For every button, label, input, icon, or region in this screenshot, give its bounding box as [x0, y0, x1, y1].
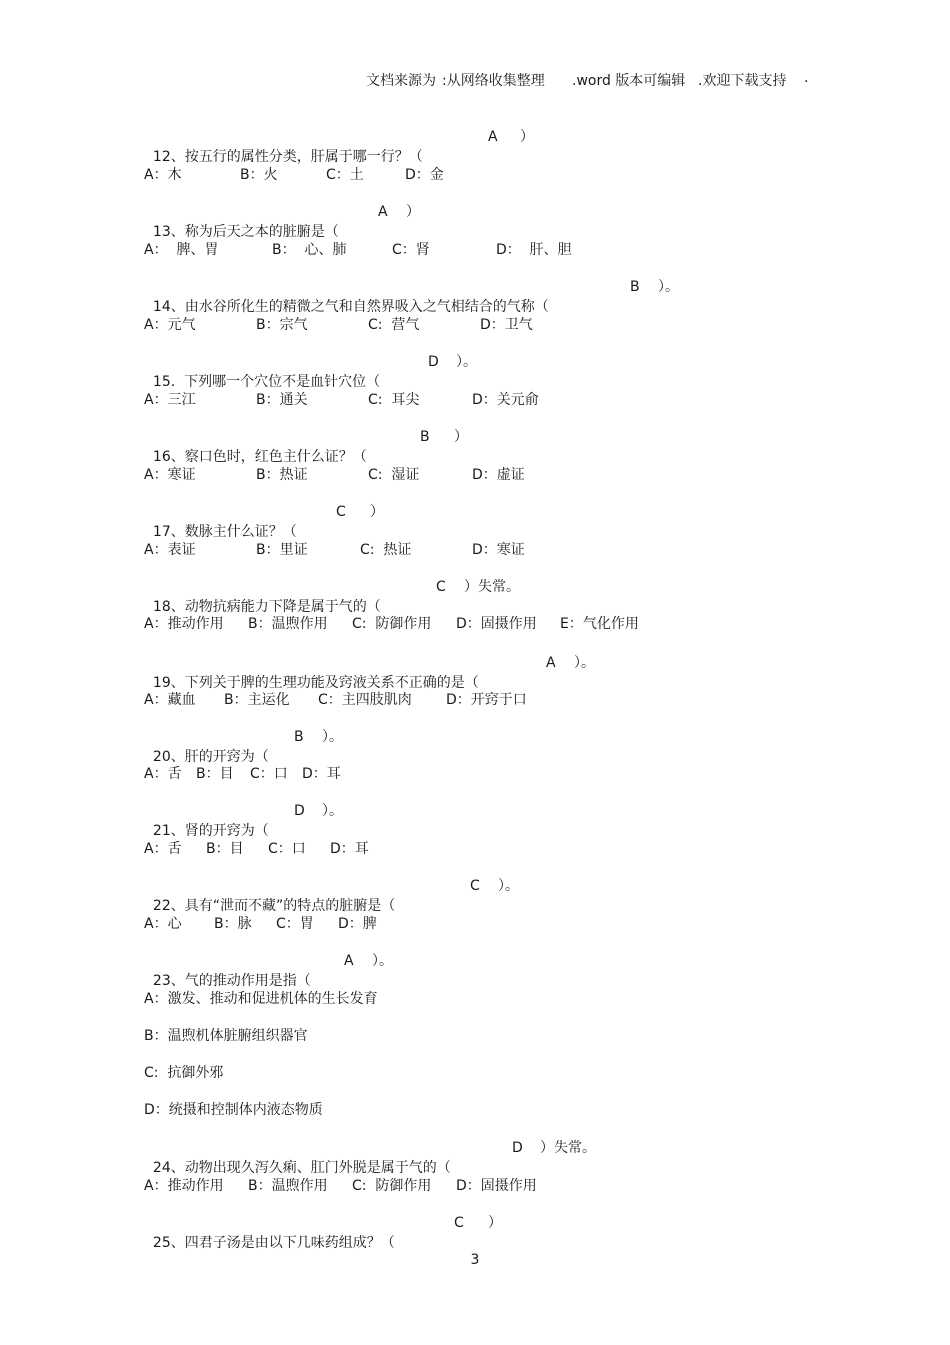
option: D：固摄作用	[456, 616, 537, 632]
option: B：通关	[256, 392, 308, 408]
question-answer: B	[294, 729, 304, 745]
question-19	[144, 653, 595, 691]
option: C：肾	[392, 242, 430, 258]
question-answer: A	[378, 204, 388, 220]
options-15	[144, 390, 539, 410]
option: D：开窍于口	[446, 692, 527, 708]
option: D：脾	[338, 916, 377, 932]
header-editable: .word 版本可编辑	[572, 73, 686, 89]
header-collected: :从网络收集整理	[442, 73, 545, 89]
question-close: ）。	[322, 803, 343, 819]
question-25	[144, 1213, 502, 1251]
header-download: .欢迎下载支持	[698, 73, 787, 89]
question-answer: C	[336, 504, 346, 520]
question-close: ）。	[658, 279, 679, 295]
option: C：胃	[276, 916, 314, 932]
question-answer: C	[470, 878, 480, 894]
option: C: 湿证	[368, 467, 420, 483]
page-header	[0, 70, 950, 92]
option: A：舌	[144, 766, 182, 782]
question-stem: 12、按五行的属性分类，肝属于哪一行？（	[152, 149, 423, 165]
question-stem: 13、称为后天之本的脏腑是（	[152, 224, 339, 240]
options-17	[144, 540, 525, 560]
options-21	[144, 839, 369, 859]
question-stem: 18、动物抗病能力下降是属于气的（	[152, 599, 381, 615]
option-23-c: C: 抗御外邪	[144, 1065, 224, 1081]
question-stem: 15. 下列哪一个穴位不是血针穴位（	[152, 374, 381, 390]
question-13	[144, 202, 420, 240]
option: B：温煦作用	[248, 616, 328, 632]
question-20	[144, 727, 343, 765]
question-stem: 19、下列关于脾的生理功能及窍液关系不正确的是（	[152, 675, 479, 691]
question-close: ）	[488, 1215, 502, 1231]
option: C: 营气	[368, 317, 420, 333]
option: C：口	[268, 841, 306, 857]
question-18	[144, 577, 520, 615]
option: C: 防御作用	[352, 616, 432, 632]
option: B：温煦作用	[248, 1178, 328, 1194]
option-23-d: D：统摄和控制体内液态物质	[144, 1102, 323, 1118]
question-answer: A	[488, 129, 498, 145]
question-14	[144, 277, 679, 315]
option: D：卫气	[480, 317, 533, 333]
question-answer: D	[512, 1140, 523, 1156]
question-close: ）。	[456, 354, 477, 370]
question-23	[144, 951, 393, 989]
option: B：热证	[256, 467, 308, 483]
option: A：木	[144, 167, 182, 183]
option: A：推动作用	[144, 1178, 224, 1194]
question-12	[144, 127, 534, 165]
option: A：元气	[144, 317, 196, 333]
option: C: 防御作用	[352, 1178, 432, 1194]
question-close: ）	[454, 429, 468, 445]
question-stem: 24、动物出现久泻久痢、肛门外脱是属于气的（	[152, 1160, 451, 1176]
option: C：主四肢肌肉	[318, 692, 412, 708]
option: A：舌	[144, 841, 182, 857]
option: D：金	[405, 167, 444, 183]
option: B：里证	[256, 542, 308, 558]
question-close: ）。	[322, 729, 343, 745]
question-answer: C	[436, 579, 446, 595]
option: D：关元俞	[472, 392, 539, 408]
options-12	[144, 165, 444, 185]
header-source: 文档来源为	[366, 73, 436, 89]
question-close: ）。	[574, 655, 595, 671]
question-24	[144, 1138, 596, 1176]
option: B：目	[196, 766, 234, 782]
option: B：主运化	[224, 692, 290, 708]
option: B：目	[206, 841, 244, 857]
question-16	[144, 427, 468, 465]
option: C: 热证	[360, 542, 412, 558]
question-answer: B	[420, 429, 430, 445]
question-answer: C	[454, 1215, 464, 1231]
options-20	[144, 764, 341, 784]
options-22	[144, 914, 377, 934]
option: D：固摄作用	[456, 1178, 537, 1194]
option: A：三江	[144, 392, 196, 408]
option: D：耳	[330, 841, 369, 857]
question-answer: A	[344, 953, 354, 969]
option: A：藏血	[144, 692, 196, 708]
question-stem: 23、气的推动作用是指（	[152, 973, 311, 989]
options-13	[144, 240, 572, 260]
option: C: 耳尖	[368, 392, 420, 408]
option: C：口	[250, 766, 288, 782]
question-answer: A	[546, 655, 556, 671]
question-stem: 25、四君子汤是由以下几味药组成？（	[152, 1235, 395, 1251]
question-stem: 20、肝的开窍为（	[152, 749, 269, 765]
options-14	[144, 315, 533, 335]
option: A：表证	[144, 542, 196, 558]
question-21	[144, 801, 343, 839]
option: A：寒证	[144, 467, 196, 483]
question-answer: D	[294, 803, 305, 819]
options-16	[144, 465, 525, 485]
option: D：虚证	[472, 467, 525, 483]
question-22	[144, 876, 519, 914]
options-18	[144, 614, 639, 634]
question-17	[144, 502, 384, 540]
question-answer: B	[630, 279, 640, 295]
option: D：耳	[302, 766, 341, 782]
question-close: ）。	[372, 953, 393, 969]
question-answer: D	[428, 354, 439, 370]
question-15	[144, 352, 477, 390]
option: A：推动作用	[144, 616, 224, 632]
option: B：脉	[214, 916, 252, 932]
question-stem: 17、数脉主什么证？（	[152, 524, 297, 540]
header-period: .	[804, 70, 809, 86]
options-19	[144, 690, 527, 710]
question-close: ）失常。	[540, 1140, 596, 1156]
option: A：心	[144, 916, 182, 932]
option: B：宗气	[256, 317, 308, 333]
question-close: ）	[406, 204, 420, 220]
page-number: 3	[470, 1252, 480, 1268]
options-24	[144, 1176, 537, 1196]
option: E：气化作用	[560, 616, 639, 632]
question-close: ）	[520, 129, 534, 145]
option: B： 心、肺	[272, 242, 347, 258]
option: C：土	[326, 167, 364, 183]
question-stem: 21、肾的开窍为（	[152, 823, 269, 839]
question-close: ）	[370, 504, 384, 520]
option: D：寒证	[472, 542, 525, 558]
option-23-b: B：温煦机体脏腑组织器官	[144, 1028, 308, 1044]
question-close: ）失常。	[464, 579, 520, 595]
option: A： 脾、胃	[144, 242, 219, 258]
option-23-a: A：激发、推动和促进机体的生长发育	[144, 991, 378, 1007]
option: D： 肝、胆	[496, 242, 572, 258]
question-stem: 14、由水谷所化生的精微之气和自然界吸入之气相结合的气称（	[152, 299, 549, 315]
option: B：火	[240, 167, 278, 183]
question-close: ）。	[498, 878, 519, 894]
question-stem: 16、察口色时，红色主什么证？（	[152, 449, 367, 465]
question-stem: 22、具有“泄而不藏”的特点的脏腑是（	[152, 898, 396, 914]
